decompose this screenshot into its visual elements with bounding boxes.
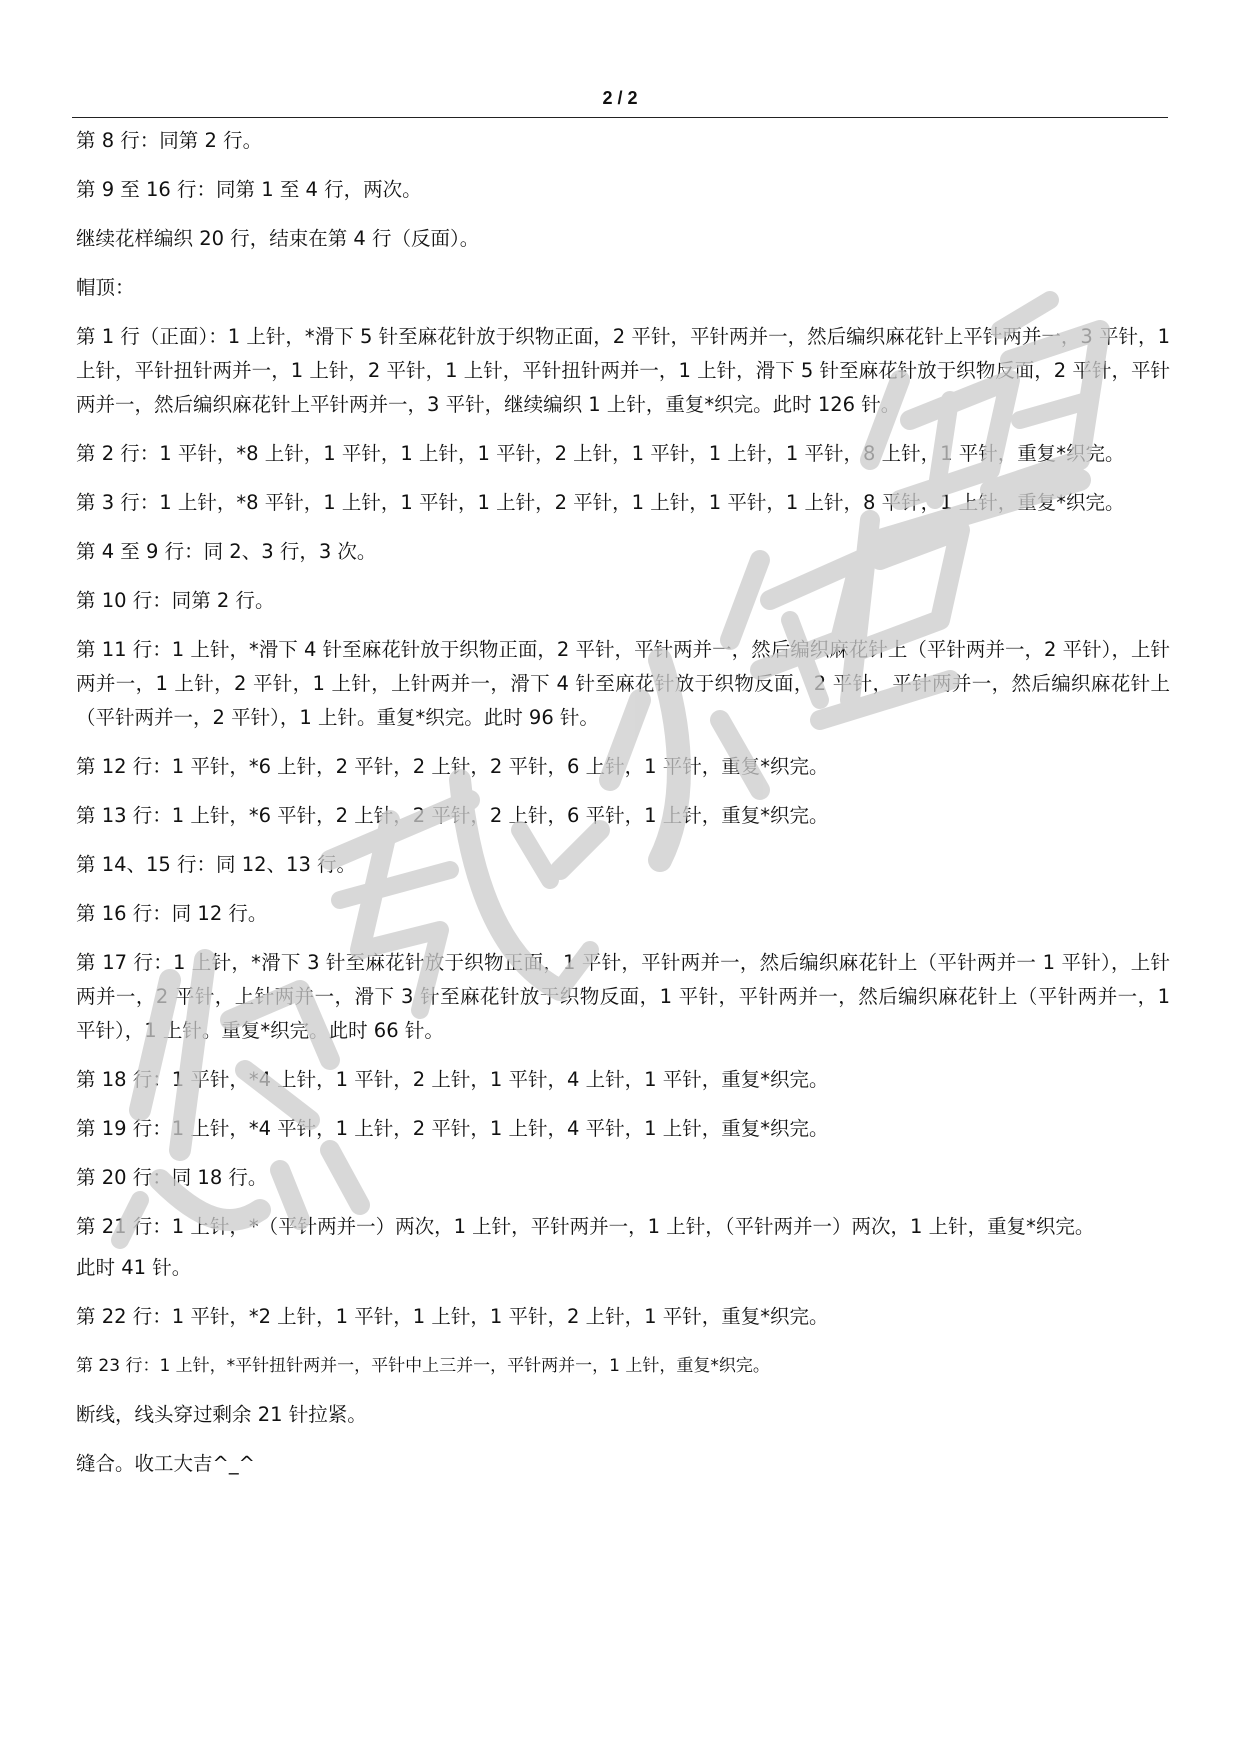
paragraph: 第 23 行：1 上针，*平针扭针两并一，平针中上三并一，平针两并一，1 上针，重复*织完。	[76, 1356, 770, 1376]
document-body	[76, 124, 1170, 1496]
paragraph: 第 14、15 行：同 12、13 行。	[76, 853, 357, 876]
paragraph: 继续花样编织 20 行，结束在第 4 行（反面）。	[76, 227, 480, 250]
paragraph: 第 11 行：1 上针，*滑下 4 针至麻花针放于织物正面，2 平针，平针两并一，然后编织麻花针上（平针两并一，2 平针），上针两并一，1 上针，2 平针，1 上针，上针两并一，滑下 4 针至麻花针放于织物反面，2 平针，平针两并一，然后编织麻花针上（平针两并一，2 平针），1 上针。重复*织完。此时 96 针。	[76, 638, 1170, 729]
paragraph: 此时 41 针。	[76, 1256, 192, 1279]
paragraph: 第 17 行：1 上针，*滑下 3 针至麻花针放于织物正面，1 平针，平针两并一，然后编织麻花针上（平针两并一 1 平针），上针两并一，2 平针，上针两并一，滑下 3 针至麻花针放于织物反面，1 平针，平针两并一，然后编织麻花针上（平针两并一，1 平针），1 上针。重复*织完。此时 66 针。	[76, 951, 1170, 1042]
paragraph: 断线，线头穿过剩余 21 针拉紧。	[76, 1403, 367, 1426]
paragraph: 第 13 行：1 上针，*6 平针，2 上针，2 平针，2 上针，6 平针，1 上针，重复*织完。	[76, 804, 829, 827]
paragraph: 第 8 行：同第 2 行。	[76, 129, 263, 152]
paragraph: 第 16 行：同 12 行。	[76, 902, 268, 925]
section-heading: 帽顶：	[76, 276, 135, 299]
paragraph: 第 9 至 16 行：同第 1 至 4 行，两次。	[76, 178, 422, 201]
paragraph: 第 3 行：1 上针，*8 平针，1 上针，1 平针，1 上针，2 平针，1 上针，1 平针，1 上针，8 平针，1 上针，重复*织完。	[76, 491, 1125, 514]
paragraph: 第 19 行：1 上针，*4 平针，1 上针，2 平针，1 上针，4 平针，1 上针，重复*织完。	[76, 1117, 829, 1140]
page-header	[72, 0, 1168, 118]
paragraph: 缝合。收工大吉^_^	[76, 1452, 255, 1475]
paragraph: 第 12 行：1 平针，*6 上针，2 平针，2 上针，2 平针，6 上针，1 平针，重复*织完。	[76, 755, 829, 778]
paragraph: 第 2 行：1 平针，*8 上针，1 平针，1 上针，1 平针，2 上针，1 平针，1 上针，1 平针，8 上针，1 平针，重复*织完。	[76, 442, 1125, 465]
paragraph: 第 20 行：同 18 行。	[76, 1166, 268, 1189]
paragraph: 第 22 行：1 平针，*2 上针，1 平针，1 上针，1 平针，2 上针，1 平针，重复*织完。	[76, 1305, 829, 1328]
paragraph: 第 4 至 9 行：同 2、3 行，3 次。	[76, 540, 377, 563]
paragraph: 第 21 行：1 上针，*（平针两并一）两次，1 上针，平针两并一，1 上针，（平针两并一）两次，1 上针，重复*织完。	[76, 1215, 1095, 1238]
paragraph: 第 1 行（正面）：1 上针，*滑下 5 针至麻花针放于织物正面，2 平针，平针两并一，然后编织麻花针上平针两并一，3 平针，1 上针，平针扭针两并一，1 上针，2 平针，1 上针，平针扭针两并一，1 上针，滑下 5 针至麻花针放于织物反面，2 平针，平针两并一，然后编织麻花针上平针两并一，3 平针，继续编织 1 上针，重复*织完。此时 126 针。	[76, 325, 1170, 416]
paragraph: 第 10 行：同第 2 行。	[76, 589, 275, 612]
page-number: 2 / 2	[602, 88, 638, 108]
paragraph: 第 18 行：1 平针，*4 上针，1 平针，2 上针，1 平针，4 上针，1 平针，重复*织完。	[76, 1068, 829, 1091]
